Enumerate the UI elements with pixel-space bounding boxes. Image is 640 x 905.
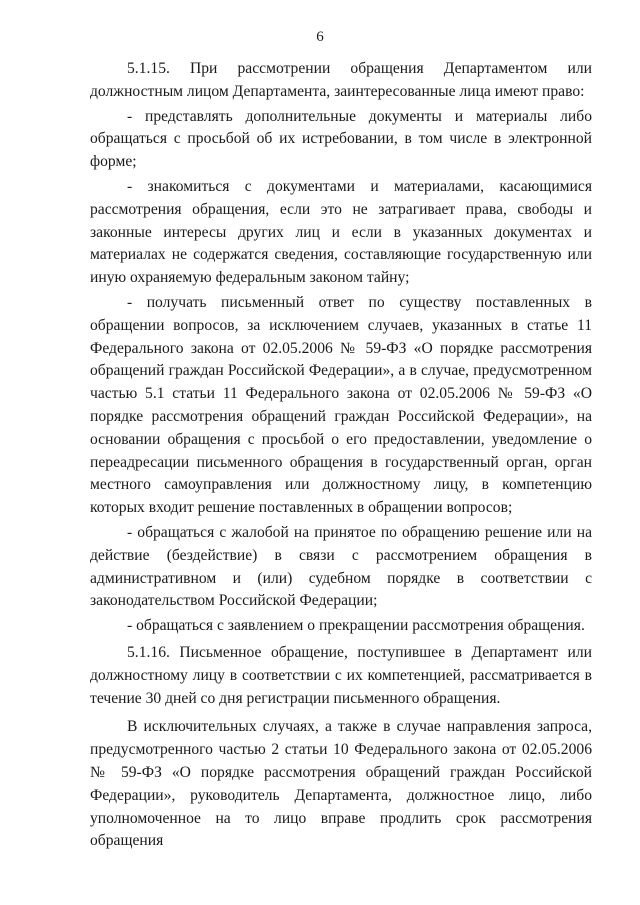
list-item-written-answer: - получать письменный ответ по существу поставленных в обращении вопросов, за исключением случаев, указанных в статье 11 Федерального закона от 02.05.2006 № 59-ФЗ «О порядке рассмотрения обращений граждан Российской Федерации», а в случае, предусмотренном частью 5.1 статьи 11 Федерального закона от 02.05.2006 № 59-ФЗ «О порядке рассмотрения обращений граждан Российской Федерации», на основании обращения с просьбой о его предоставлении, уведомление о переадресации письменного обращения в государственный орган, орган местного самоуправления или должностному лицу, в компетенцию которых входит решение поставленных в обращении вопросов;	[90, 293, 592, 517]
document-body	[90, 58, 592, 853]
list-item-review-materials: - знакомиться с документами и материалами, касающимися рассмотрения обращения, если это не затрагивает права, свободы и законные интересы других лиц и если в указанных документах и материалах не содержатся сведения, составляющие государственную или иную охраняемую федеральным законом тайну;	[90, 177, 592, 287]
paragraph-5-1-15: 5.1.15. При рассмотрении обращения Департаментом или должностным лицом Департамента, заинтересованные лица имеют право:	[90, 60, 592, 100]
paragraph-exceptional-cases: В исключительных случаях, а также в случае направления запроса, предусмотренного частью 2 статьи 10 Федерального закона от 02.05.2006 № 59-ФЗ «О порядке рассмотрения обращений граждан Российской Федерации», руководитель Департамента, должностное лицо, либо уполномоченное на то лицо вправе продлить срок рассмотрения обращения	[90, 718, 592, 850]
list-item-terminate-review: - обращаться с заявлением о прекращении рассмотрения обращения.	[127, 617, 585, 635]
page-number: 6	[316, 29, 324, 45]
list-item-present-documents: - представлять дополнительные документы и материалы либо обращаться с просьбой об их истребовании, в том числе в электронной форме;	[90, 107, 592, 171]
paragraph-5-1-16: 5.1.16. Письменное обращение, поступившее в Департамент или должностному лицу в соответствии с их компетенцией, рассматривается в течение 30 дней со дня регистрации письменного обращения.	[90, 643, 592, 707]
list-item-file-complaint: - обращаться с жалобой на принятое по обращению решение или на действие (бездействие) в связи с рассмотрением обращения в административном и (или) судебном порядке в соответствии с законодательством Российской Федерации;	[90, 523, 592, 610]
